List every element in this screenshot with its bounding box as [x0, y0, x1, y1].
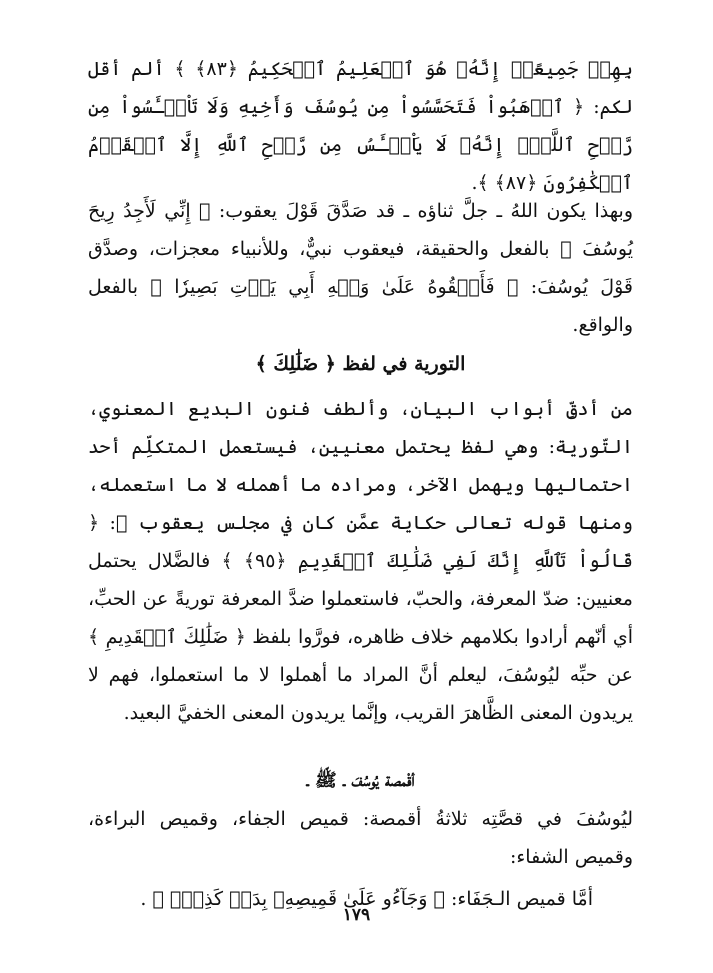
paragraph-1: بِهِمۡ جَمِيعًاۚ إِنَّهُۥ هُوَ ٱلۡعَلِيمُ ٱلۡحَكِيمُ ﴿٨٣﴾ ﴾ ألم أقل لكم: ﴿ ٱذۡهَبُواْ فَتَحَسَّسُواْ مِن يُوسُفَ وَأَخِيهِ وَلَا تَاْيۡـَٔسُواْ مِن رَّوۡحِ ٱللَّهِۖ إِنَّهُۥ لَا يَاْيۡـَٔسُ مِن رَّوۡحِ ٱللَّهِ إِلَّا ٱلۡقَوۡمُ ٱلۡكَٰفِرُونَ ﴿٨٧﴾ ﴾. — [88, 58, 633, 194]
paragraph-3: من أدقِّ أبواب البيان، وألطف فنون البديع المعنوي، التّورية: وهي لفظ يحتمل معنيين، فيستعمل المتكلِّم أحد احتماليها ويهمل الآخر، ومراده ما أهمله لا ما استعمله، ومنها قوله تعالى حكاية عمَّن كان في مجلس يعقوب ﷺ: ﴿ قَالُواْ تَٱللَّهِ إِنَّكَ لَفِي ضَلَٰلِكَ ٱلۡقَدِيمِ ﴿٩٥﴾ ﴾ فالضَّلال يحتمل معنيين: ضدّ المعرفة، والحبّ، فاستعملوا ضدَّ المعرفة توريةً عن الحبِّ، أي أنّهم أرادوا بكلامهم خلاف ظاهره، فورَّوا بلفظ ﴿ ضَلَٰلِكَ ٱلۡقَدِيمِ ﴾ عن حبِّه ليُوسُفَ، ليعلم أنَّ المراد ما أهملوا لا ما استعملوا، فهم لا يريدون المعنى الظَّاهرَ القريب، وإنَّما يريدون المعنى الخفيَّ البعيد. — [88, 398, 633, 724]
paragraph-2: وبهذا يكون اللهُ ـ جلَّ ثناؤه ـ قد صَدَّقَ قَوْلَ يعقوب: ﴿ إِنِّي لَأَجِدُ رِيحَ يُوسُفَ ﴾ بالفعل والحقيقة، فيعقوب نبيٌّ، وللأنبياء معجزات، وصدَّق قَوْلَ يُوسُفَ: ﴿ فَأَلۡقُوهُ عَلَىٰ وَجۡهِ أَبِي يَأۡتِ بَصِيرٗا ﴾ بالفعل والواقع. — [88, 200, 633, 336]
paragraph-4: ليُوسُفَ في قصَّتِه ثلاثةُ أقمصة: قميص الجفاء، وقميص البراءة، وقميص الشفاء: — [88, 808, 633, 868]
section-heading-tawriya: التورية في لفظ ﴿ ضَلَٰلِكَ ﴾ — [255, 353, 466, 375]
paragraph-5: أمَّا قميص الـجَفَاء: ﴿ وَجَآءُو عَلَىٰ قَمِيصِهِۦ بِدَمٖ كَذِبٖۚ ﴾ . — [140, 888, 593, 910]
section-heading-shirts: أقْمصة يُوسُفَ ـ ﷺ ـ — [306, 770, 415, 791]
page-number: ١٧٩ — [342, 905, 371, 925]
